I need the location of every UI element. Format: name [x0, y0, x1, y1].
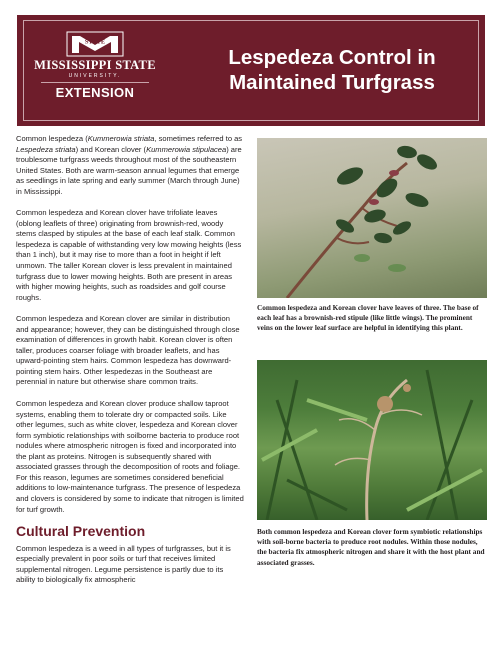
section-heading-cultural-prevention: Cultural Prevention [16, 523, 146, 540]
logo-mark-text: STATE [84, 38, 106, 46]
paragraph-root-systems: Common lespedeza and Korean clover produce shallow taproot systems, enabling them to tolerate dry or compacted soils. Like other legumes, such as white clover, lespedeza and Korean clover form symbiotic relationships with soilborne bacteria to produce root nodules where atmospheric nitrogen is fixed and incorporated into the plant as proteins. Nitrogen is subsequently shared with associated grasses through the decomposition of roots and foliage. For this reason, legumes are sometimes considered beneficial additions to low-maintenance turfgrass. The presence of lespedeza and clovers is considered by some to indicate that nitrogen is limited for turf growth. [16, 399, 244, 514]
logo-university-word: UNIVERSITY. [68, 73, 122, 79]
title-line-2: Maintained Turfgrass [229, 71, 435, 94]
msu-extension-logo[interactable] [25, 31, 165, 100]
lespedeza-leaves-photo [257, 138, 487, 298]
logo-university-name: MISSISSIPPI STATE [34, 58, 156, 72]
photo-caption-nodules: Both common lespedeza and Korean clover form symbiotic relationships with soil-borne bacteria to produce root nodules. Within those nodules, the bacteria fix atmospheric nitrogen and share it with the host plant and associated grasses. [257, 527, 485, 567]
photo-caption-leaves: Common lespedeza and Korean clover have leaves of three. The base of each leaf has a brownish-red stipule (like little wings). The prominent veins on the lower leaf surface are helpful in identifying this plant. [257, 303, 479, 333]
paragraph-identification: Common lespedeza and Korean clover are similar in distribution and appearance; however, they can be distinguished through close examination of differences in growth habit. Korean clover is often taller, produces coarser foliage with broader leaflets, and has upward-pointing stem hairs. Common lespedeza has downward-pointing stem hairs. Other lespedezas in the Southeast are perennial in nature but otherwise share common traits. [16, 314, 240, 387]
logo-extension: EXTENSION [55, 85, 135, 100]
main-text-column [16, 134, 244, 597]
paragraph-intro: Common lespedeza (Kummerowia striata, sometimes referred to as Lespedeza striata) and Korean clover (Kummerowia stipulacea) are troublesome turfgrass weeds throughout most of the southeastern United States. Both are warm-season annual legumes that emerge as seedlings in late spring and early summer (March through June) in Mississippi. [16, 134, 243, 196]
document-title [182, 45, 482, 95]
logo-divider [41, 82, 149, 83]
paragraph-cultural-prevention: Common lespedeza is a weed in all types of turfgrasses, but it is especially prevalent in poor soils or turf that receives limited supplemental nitrogen. Legume persistence is partly due to its ability to biologically fix atmospheric [16, 543, 231, 585]
root-nodules-photo [257, 360, 487, 520]
msu-logo-mark [66, 31, 124, 57]
title-line-1: Lespedeza Control in [228, 46, 436, 69]
header-banner [17, 15, 485, 126]
paragraph-description: Common lespedeza and Korean clover have trifoliate leaves (oblong leaflets of three) originating from brownish-red, woody stems clasped by stipules at the base of each leaf stalk. Common lespedeza is capable of withstanding very low mowing heights (less than 1 inch), but it may rise to more than a foot in height if left unmown. The taller Korean clover is less prevalent in maintained turfgrass due to lower mowing heights. Both are present in areas with higher mowing heights, such as roadsides and golf course roughs. [16, 208, 242, 302]
